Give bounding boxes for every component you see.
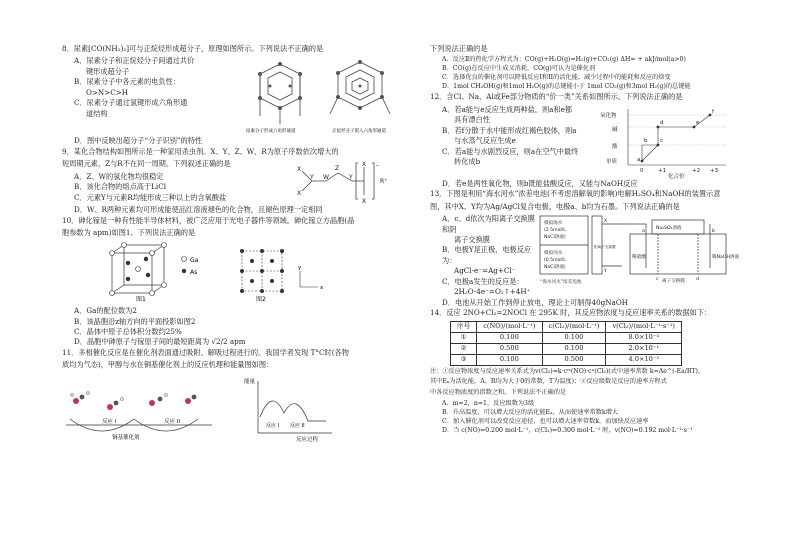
q8-option: 道结构 bbox=[86, 108, 108, 118]
question-13 bbox=[430, 189, 740, 308]
dilute-acid-label: 稀硫酸 bbox=[632, 255, 646, 261]
river-solution: NaCl溶液) bbox=[544, 265, 566, 271]
q13-option: A．c、d依次为阳离子交换膜和阴 bbox=[442, 214, 535, 234]
sea-label: 模拟海水 bbox=[544, 221, 563, 227]
q8-option: 键形成超分子 bbox=[86, 66, 130, 76]
y-label-element: 单质 bbox=[606, 158, 618, 165]
q9-stem-2: 短周期元素，Z与R不在同一周期。下列叙述正确的是 bbox=[62, 159, 231, 169]
q11-stem: 11．多相催化反应是在催化剂表面通过吸附、解吸过程进行的。我国学者发现 T°C时(各物 bbox=[62, 347, 349, 357]
q12-option: 具有漂白性 bbox=[454, 115, 490, 125]
q12-stem: 12．含Cl、Na、Al或Fe部分物质的“价一类”关系如图所示。下列说法正确的是 bbox=[430, 92, 683, 102]
q11-reaction-1-label: 反应 I bbox=[102, 418, 117, 425]
point-c: c bbox=[660, 137, 664, 144]
membrane-d: d bbox=[696, 277, 699, 283]
q11-option: A．反应Ⅱ的热化学方程式为：CO(g)+H₂O(g)=H₂(g)+CO₂(g) ΔH= + akJ/mol(a>0) bbox=[442, 56, 686, 64]
question-14 bbox=[430, 308, 736, 436]
table-cell: 0.100 bbox=[542, 332, 606, 343]
question-11-continued bbox=[430, 44, 736, 92]
question-8 bbox=[62, 44, 402, 147]
point-f: f bbox=[712, 108, 714, 115]
q9-option: B．该化合物的熔点高于LiCl bbox=[74, 182, 167, 192]
electrode-b: b bbox=[712, 229, 715, 235]
table-header: v(Cl₂)/(mol·L⁻¹·s⁻¹) bbox=[606, 321, 682, 332]
y-label-acid: 酸 bbox=[612, 143, 618, 150]
naoh-label: 稀NaOH溶液 bbox=[712, 255, 740, 261]
table-cell: 8.0×10⁻³ bbox=[606, 332, 682, 343]
right-column bbox=[430, 44, 740, 436]
y-label-oxide: 氧化物 bbox=[600, 112, 617, 119]
electrode-a: a bbox=[642, 229, 645, 235]
q8-option: B．尿素分子中各元素的电负性： bbox=[74, 77, 180, 87]
river-label: 模拟河水 bbox=[544, 251, 563, 257]
q12-option: A．若a能与e反应生成两种盐，则a和e都 bbox=[442, 104, 573, 114]
q11-mechanism-figure bbox=[62, 373, 362, 445]
table-cell: ② bbox=[451, 343, 477, 354]
x-tick: 0 bbox=[640, 167, 644, 174]
table-cell: 4.0×10⁻² bbox=[606, 354, 682, 365]
q10-option: B．该晶胞沿z轴方向的平面投影如图2 bbox=[74, 316, 196, 326]
q10-option: A．Ga的配位数为2 bbox=[74, 306, 137, 316]
table-cell: 0.100 bbox=[477, 354, 542, 365]
membrane-label: 离子交换膜 bbox=[662, 279, 685, 285]
process-axis-label: 反应过程 bbox=[296, 436, 319, 443]
electrode-x: X bbox=[604, 219, 608, 225]
q8-option: D．图中反映出超分子“分子识别”的特性 bbox=[74, 136, 203, 146]
q13-stem: 13．下图是利用“海水河水”浓差电池(不考虑溶解氧的影响)电解H₂SO₄和NaOH的装置示意 bbox=[430, 189, 721, 199]
q9-option: A．Z、W的氢化物均很稳定 bbox=[74, 171, 164, 181]
river-conc: (0.5mol/L bbox=[544, 258, 566, 264]
valence-class-figure bbox=[598, 105, 732, 179]
q12-option: D．若e是两性氧化物，则b既能盐酸反应，又能与NaOH反应 bbox=[442, 178, 638, 188]
q12-option: 与水蒸气反应生成e bbox=[454, 136, 516, 146]
table-header-row bbox=[451, 321, 682, 332]
table-row bbox=[451, 354, 682, 365]
q9-option: C．元素Y与元素R均能形成三种以上的含氧酸盐 bbox=[74, 192, 227, 202]
na2so4-label: Na₂SO₄溶液 bbox=[656, 226, 682, 232]
left-column bbox=[62, 44, 402, 448]
x-tick: +2 bbox=[692, 167, 701, 174]
cell-caption: “海水河水”浓差电池 bbox=[540, 280, 582, 286]
q13-option: D．电池从开始工作到停止放电，理论上可制得40gNaOH bbox=[442, 297, 628, 307]
energy-axis-label: 能量 bbox=[244, 378, 256, 385]
legend-ga: Ga bbox=[190, 256, 199, 264]
q11-catalyst-label: 铜基催化剂 bbox=[112, 434, 140, 441]
q8-caption-2: 正烷烃分子嵌入六角形通道 bbox=[332, 129, 386, 135]
table-cell: 0.100 bbox=[477, 332, 542, 343]
question-10 bbox=[62, 216, 402, 348]
sea-conc: (2.5mol/L bbox=[544, 228, 566, 234]
svg-text:X: X bbox=[362, 198, 367, 206]
table-header: 序号 bbox=[451, 321, 477, 332]
q11-option: D．1mol CH₃OH(g)和1mol H₂O(g)的总键能小于 1mol CO₂(g)和3mol H₂(g)的总键能 bbox=[442, 83, 691, 91]
q12-option: B．若f分散于水中能形成红褐色胶体，则a bbox=[442, 125, 577, 135]
q13-option: 离子交换膜 bbox=[454, 235, 490, 244]
svg-text:X: X bbox=[297, 190, 302, 198]
svg-text:Y: Y bbox=[310, 174, 314, 182]
membrane-c: c bbox=[656, 277, 659, 283]
q11-option: C．选择优良的催化剂可以降低反应I和II的活化能，减少过程中的能耗和反应的焓变 bbox=[442, 74, 671, 82]
electrode-y: Y bbox=[604, 269, 607, 275]
q10-stem: 10．砷化镓是一种有性能半导体材料，被广泛应用于光电子器件等领域。砷化镓立方晶胞(晶 bbox=[62, 215, 355, 225]
q12-option: C．若a能与水剧烈反应，则a在空气中最终 bbox=[442, 146, 579, 156]
q14-option: D．当 c(NO)=0.200 mol·L⁻¹，c(Cl₂)=0.300 mol·L⁻¹ 时，v(NO)=0.192 mol·L⁻¹·s⁻¹ bbox=[442, 427, 693, 435]
table-cell: ③ bbox=[451, 354, 477, 365]
x-axis-label: 化合价 bbox=[668, 173, 685, 180]
table-row bbox=[451, 343, 682, 354]
urea-superstructure-figure bbox=[240, 56, 400, 136]
q9-structure-figure bbox=[294, 159, 394, 205]
question-11 bbox=[62, 348, 402, 448]
cation-membrane-label: 阳离子交换膜 bbox=[594, 245, 616, 250]
energy-reaction-2-label: 反应 II bbox=[290, 422, 305, 429]
point-b: b bbox=[644, 137, 648, 144]
q13-option: 2H₂O-4e⁻=O₂↑+4H⁺ bbox=[454, 287, 531, 297]
q8-option: C．尿素分子通过氢键形成六角形通 bbox=[74, 98, 188, 108]
q13-electrolysis-figure bbox=[538, 214, 740, 288]
svg-text:–: – bbox=[376, 162, 379, 170]
q8-option: O>N>C>H bbox=[86, 87, 129, 97]
q11-reaction-2-label: 反应 II bbox=[164, 418, 180, 425]
svg-text:x: x bbox=[320, 284, 324, 291]
legend-as: As bbox=[190, 268, 198, 276]
q10-option: D．晶胞中砷原子与镓原子间的最短距离为 √2/2 apm bbox=[74, 337, 246, 347]
x-tick: +3 bbox=[710, 167, 719, 174]
q8-stem: 8．尿素[CO(NH₂)₂]可与正烷烃形成超分子，原理如图所示。下列说法不正确的是 bbox=[62, 44, 324, 53]
q11-option: B．CO(g)在反应中生成又消耗，CO(g)可认为是催化剂 bbox=[442, 65, 596, 73]
q14-option: C．加入催化剂可以改变反应途径，也可以增大速率常数k，而加快反应速率 bbox=[442, 418, 649, 426]
table-cell: 0.100 bbox=[542, 343, 606, 354]
rate-data-table bbox=[450, 321, 682, 366]
q13-option: C．电极a发生的反应是： bbox=[442, 276, 524, 286]
q13-option: AgCl-e⁻=Ag+Cl⁻ bbox=[454, 266, 516, 276]
q10-option: C．晶体中原子总体积分数约25% bbox=[74, 326, 182, 336]
svg-text:X: X bbox=[297, 166, 302, 174]
svg-text:y: y bbox=[298, 264, 302, 271]
svg-text:W: W bbox=[323, 174, 329, 182]
figure-1-caption: 图1 bbox=[136, 295, 146, 303]
svg-text:R⁺: R⁺ bbox=[380, 178, 388, 186]
table-cell: 0.500 bbox=[542, 354, 606, 365]
q9-option: D．W、R两种元素均可形成能使品红溶液褪色的化合物，且褪色原理一定相同 bbox=[74, 205, 323, 215]
q13-option: B．电极Y是正极，电极反应为： bbox=[442, 245, 532, 265]
point-e: e bbox=[696, 119, 700, 126]
table-header: c(Cl₂)/(mol·L⁻¹) bbox=[542, 321, 606, 332]
gaas-cell-figure bbox=[62, 241, 362, 303]
x-tick: +1 bbox=[658, 167, 667, 174]
q9-stem: 9．某化合物结构如图所示是一种家用杀虫剂。X、Y、Z、W、R为原子序数依次增大的 bbox=[62, 146, 339, 156]
sea-solution: NaCl溶液) bbox=[544, 235, 566, 241]
q11-cont-stem: 下列说法正确的是 bbox=[430, 44, 488, 53]
table-header: c(NO)/(mol·L⁻¹) bbox=[477, 321, 542, 332]
q13-stem-2: 图，其中X、Y均为Ag/AgCl复合电极，电极a、b均为石墨。下列说法正确的是 bbox=[430, 201, 680, 211]
energy-reaction-1-label: 反应 I bbox=[266, 422, 280, 429]
point-a: a bbox=[637, 156, 641, 163]
q14-note-3: 中各反应物浓度的指数之和。下列说法不正确的是 bbox=[430, 389, 567, 397]
q8-caption-1: 尿素分子形成六角形通道 bbox=[246, 129, 296, 135]
table-cell: ① bbox=[451, 332, 477, 343]
y-label-base: 碱 bbox=[612, 126, 618, 133]
question-12 bbox=[430, 92, 736, 189]
point-d: d bbox=[660, 119, 664, 126]
q14-stem: 14．反应 2NO+Cl₂=2NOCl 在 295K 时，其反应物浓度与反应速率关系的数据如下： bbox=[430, 308, 712, 318]
q12-option: 转化成b bbox=[454, 157, 481, 166]
figure-2-caption: 图2 bbox=[256, 295, 266, 303]
svg-text:X: X bbox=[362, 161, 367, 169]
q14-note: 注：①反应物浓度与反应速率关系式为v(Cl₂)=k·cᵐ(NO)·cⁿ(Cl₂)(式中速率常数 k=Ae^(-Ea/RT)， bbox=[430, 367, 705, 375]
table-row bbox=[451, 332, 682, 343]
table-cell: 2.0×10⁻¹ bbox=[606, 343, 682, 354]
q10-stem-2: 胞参数为 apm)如图1。下列说法正确的是 bbox=[62, 228, 196, 238]
table-cell: 0.500 bbox=[477, 343, 542, 354]
svg-text:Y: Y bbox=[349, 174, 353, 182]
q11-stem-2: 质均为气态)，甲醇与水在铜基催化剂上的反应机理和能量图如图： bbox=[62, 360, 274, 370]
q8-option: A．尿素分子和正烷烃分子间通过共价 bbox=[74, 56, 195, 66]
q14-option: A．m=2，n=1，反应级数为3级 bbox=[442, 400, 535, 408]
svg-text:Z: Z bbox=[335, 165, 340, 173]
q14-option: B．升高温度，可以增大反应的活化能Eₐ，从而使速率常数k增大 bbox=[442, 409, 619, 417]
q14-note-2: 其中Eₐ为活化能，A、R均为大于0的常数，T为温度)；②反应级数是反应的速率方程式 bbox=[430, 378, 667, 386]
question-9 bbox=[62, 147, 402, 216]
